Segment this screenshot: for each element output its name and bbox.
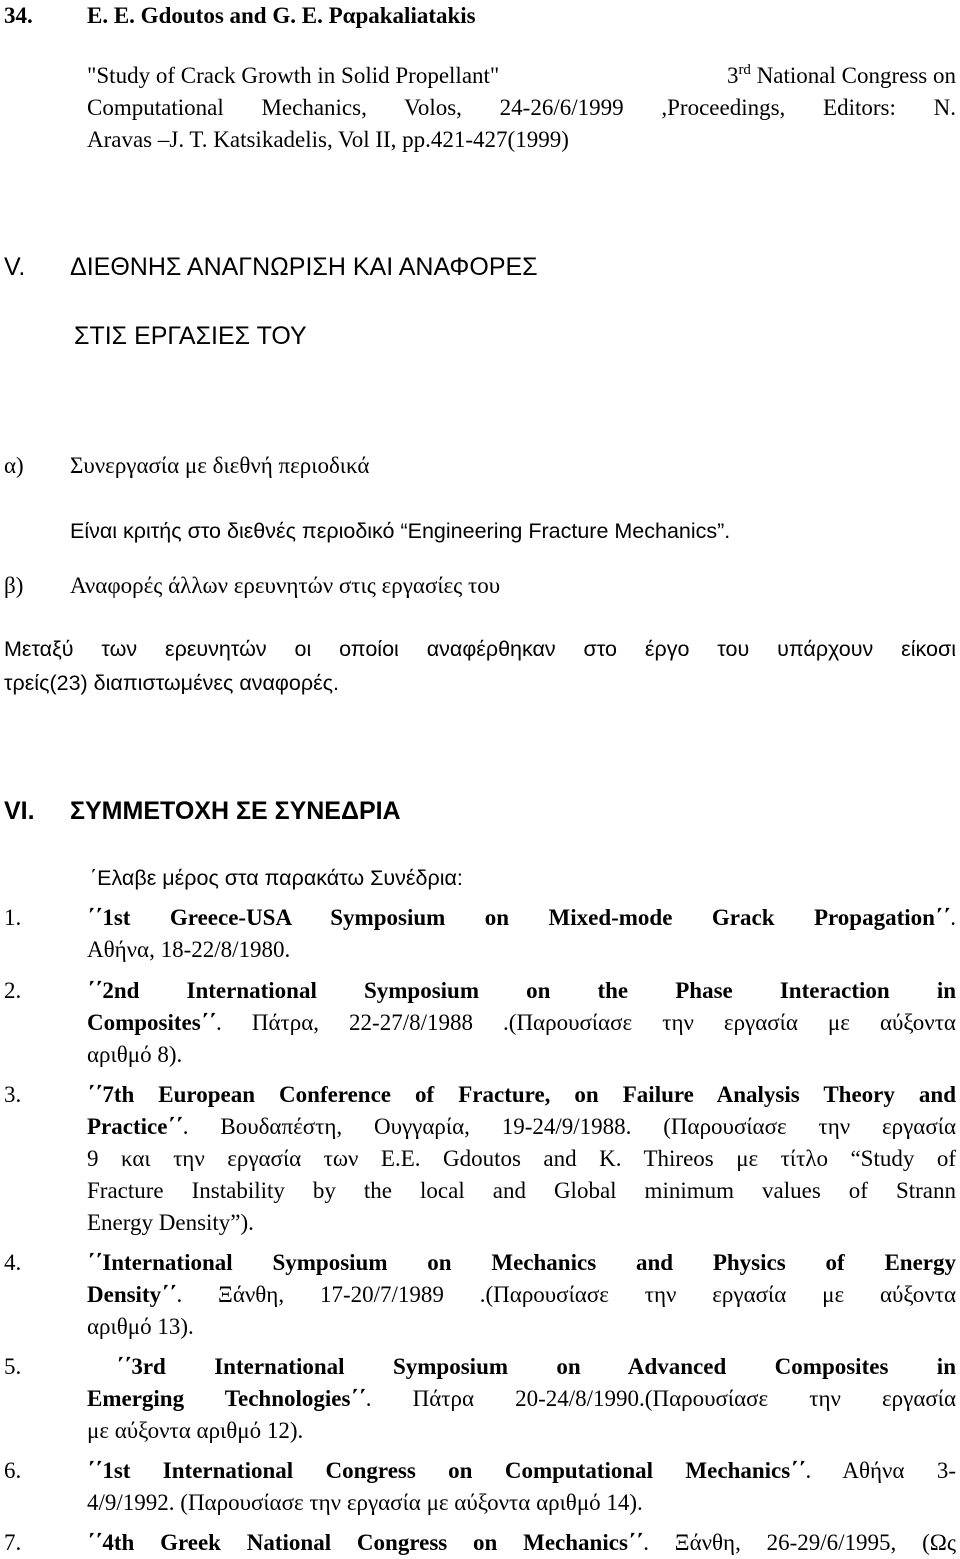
list-item-line: Fracture Instability by the local and Global minimum values of Strann xyxy=(87,1178,956,1203)
sub-a-title: Συνεργασία με διεθνή περιοδικά xyxy=(70,453,370,478)
sub-a-label: α) xyxy=(4,453,24,478)
list-number: 2. xyxy=(4,978,22,1003)
ref-line-3: Aravas –J. T. Katsikadelis, Vol II, pp.421-427(1999) xyxy=(87,127,569,152)
list-item-line: Practice΄΄. Βουδαπέστη, Ουγγαρία, 19-24/9/1988. (Παρουσίασε την εργασία xyxy=(87,1114,956,1139)
list-item-line: ΄΄2nd International Symposium on the Phase Interaction in xyxy=(87,978,956,1003)
list-item-line: Αθήνα, 18-22/8/1980. xyxy=(87,937,291,962)
ref-title: "Study of Crack Growth in Solid Propellant" xyxy=(87,63,500,88)
list-number: 5. xyxy=(4,1354,22,1379)
sub-b-text-line-1: Μεταξύ των ερευνητών οι οποίοι αναφέρθηκαν στο έργο του υπάρχουν είκοσι xyxy=(4,637,956,661)
sub-a-text: Είναι κριτής στο διεθνές περιοδικό “Engineering Fracture Mechanics”. xyxy=(70,519,731,543)
list-item-line: ΄΄International Symposium on Mechanics and Physics of Energy xyxy=(87,1250,956,1275)
list-item-line: ΄΄4th Greek National Congress on Mechanics΄΄. Ξάνθη, 26-29/6/1995, (Ως xyxy=(87,1530,956,1555)
list-item-line: ΄΄1st International Congress on Computational Mechanics΄΄. Αθήνα 3- xyxy=(87,1458,956,1483)
ref-congress: 3rd National Congress on xyxy=(726,62,956,88)
ref-number: 34. xyxy=(4,3,33,28)
sub-b-label: β) xyxy=(4,573,24,598)
list-number: 4. xyxy=(4,1250,22,1275)
list-number: 3. xyxy=(4,1082,22,1107)
ref-line-2: Computational Mechanics, Volos, 24-26/6/1999 ,Proceedings, Editors: N. xyxy=(87,95,956,120)
list-number: 1. xyxy=(4,905,22,930)
section-5-title-line-2: ΣΤΙΣ ΕΡΓΑΣΙΕΣ ΤΟΥ xyxy=(74,322,307,350)
section-6-title: ΣΥΜΜΕΤΟΧΗ ΣΕ ΣΥΝΕΔΡΙΑ xyxy=(70,797,401,825)
sub-b-title: Αναφορές άλλων ερευνητών στις εργασίες του xyxy=(70,573,501,598)
list-item-line: ΄΄7th European Conference of Fracture, on Failure Analysis Theory and xyxy=(87,1082,956,1107)
list-item-line: ΄΄1st Greece-USA Symposium on Mixed-mode Grack Propagation΄΄. xyxy=(87,905,956,930)
list-number: 7. xyxy=(4,1530,22,1555)
list-item-line: 4/9/1992. (Παρουσίασε την εργασία με αύξοντα αριθμό 14). xyxy=(87,1490,643,1515)
list-item-line: με αύξοντα αριθμό 12). xyxy=(87,1418,304,1443)
sub-b-text-line-2: τρείς(23) διαπιστωμένες αναφορές. xyxy=(4,671,339,695)
list-item-line: Composites΄΄. Πάτρα, 22-27/8/1988 .(Παρουσίασε την εργασία με αύξοντα xyxy=(87,1010,956,1035)
list-item-line: Energy Density”). xyxy=(87,1210,254,1235)
list-item-line: αριθμό 8). xyxy=(87,1042,183,1067)
list-item-line: ΄΄3rd International Symposium on Advanced Composites in xyxy=(116,1354,956,1379)
list-item-line: Density΄΄. Ξάνθη, 17-20/7/1989 .(Παρουσίασε την εργασία με αύξοντα xyxy=(87,1282,956,1307)
ref-authors: E. E. Gdoutos and G. E. Pαpakaliatakis xyxy=(87,3,476,28)
list-item-line: Emerging Technologies΄΄. Πάτρα 20-24/8/1990.(Παρουσίασε την εργασία xyxy=(87,1386,957,1411)
section-5-numeral: V. xyxy=(4,253,26,281)
list-number: 6. xyxy=(4,1458,22,1483)
section-5-title-line-1: ΔΙΕΘΝΗΣ ΑΝΑΓΝΩΡΙΣΗ ΚΑΙ ΑΝΑΦΟΡΕΣ xyxy=(70,253,538,281)
section-6-intro: ΄Ελαβε μέρος στα παρακάτω Συνέδρια: xyxy=(90,866,463,890)
list-item-line: 9 και την εργασία των E.E. Gdoutos and K. Thireos με τίτλο “Study of xyxy=(87,1146,956,1171)
section-6-numeral: VI. xyxy=(4,797,35,825)
list-item-line: αριθμό 13). xyxy=(87,1314,194,1339)
ref-line-1 xyxy=(87,60,956,92)
